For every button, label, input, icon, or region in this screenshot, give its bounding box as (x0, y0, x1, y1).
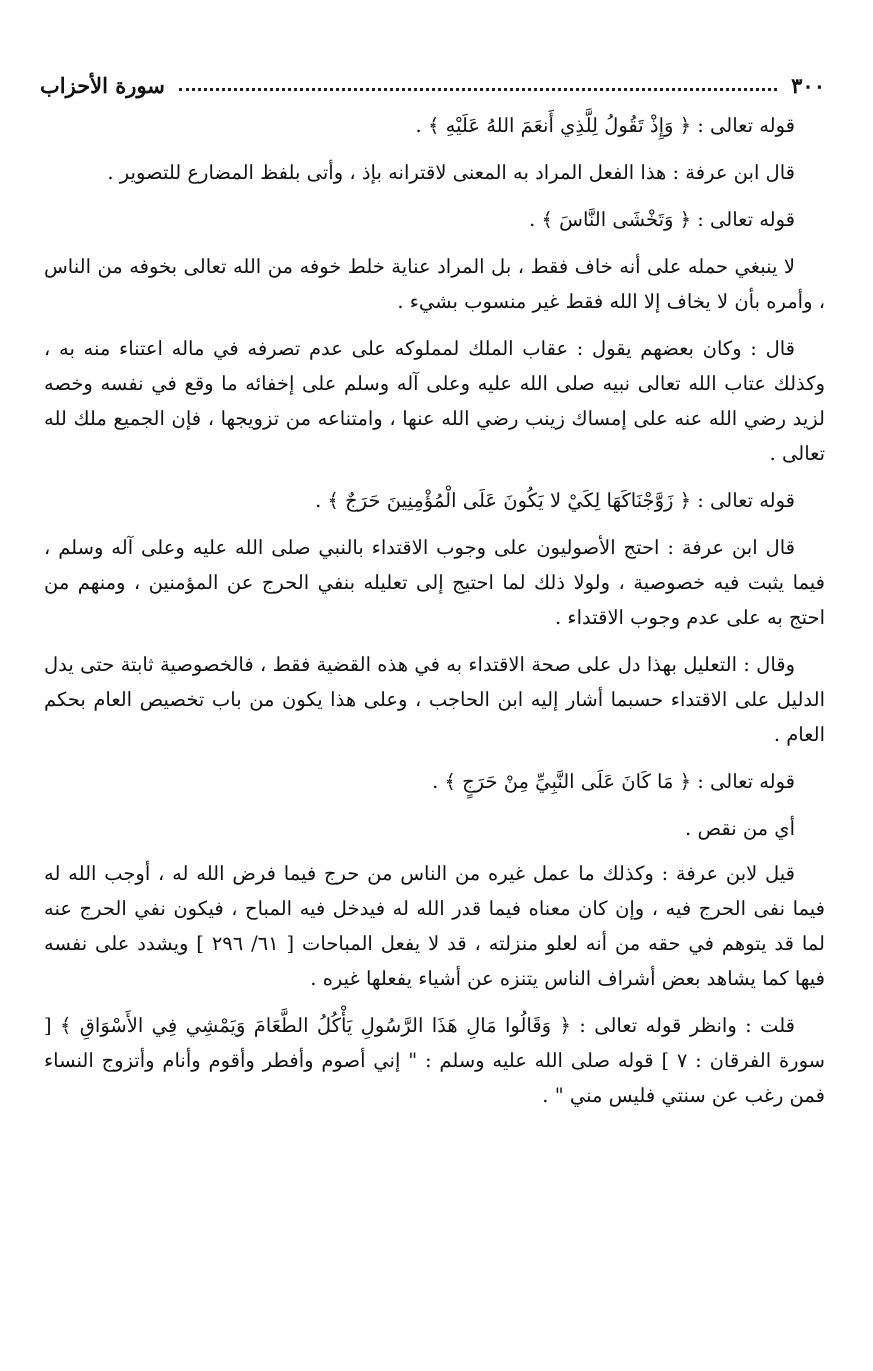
commentary-paragraph: قلت : وانظر قوله تعالى : ﴿ وَقَالُوا مَالِ هَذَا الرَّسُولِ يَأْكُلُ الطَّعَامَ وَيَمْشِي فِي الأَسْوَاقِ ﴾ [ سورة الفرقان : ٧ ] قوله صلى الله عليه وسلم : " إني أصوم وأفطر وأقوم وأنام وأتزوج النساء فمن رغب عن سنتي فليس مني " . (44, 1014, 825, 1107)
commentary-paragraph: لا ينبغي حمله على أنه خاف فقط ، بل المراد عناية خلط خوفه من الله تعالى بخوفه من الناس ، وأمره بأن لا يخاف إلا الله فقط غير منسوب بشيء . (44, 255, 825, 313)
verse-heading: قوله تعالى : ﴿ مَا كَانَ عَلَى النَّبِيِّ مِنْ حَرَجٍ ﴾ . (432, 770, 795, 793)
surah-title: سورة الأحزاب (40, 72, 165, 98)
page-header (40, 68, 825, 102)
verse-heading: قوله تعالى : ﴿ وَإِذْ تَقُولُ لِلَّذِي أَنعَمَ اللهُ عَلَيْهِ ﴾ . (415, 114, 795, 137)
header-dotted-rule (179, 88, 777, 91)
commentary-paragraph: قال ابن عرفة : هذا الفعل المراد به المعنى لاقترانه بإذ ، وأتى بلفظ المضارع للتصوير . (107, 161, 795, 184)
verse-heading: قوله تعالى : ﴿ وَتَخْشَى النَّاسَ ﴾ . (529, 208, 795, 231)
page-body (44, 108, 825, 1125)
commentary-paragraph: قال : وكان بعضهم يقول : عقاب الملك لمملوكه على عدم تصرفه في ماله اعتناء منه به ، وكذلك عتاب الله تعالى نبيه صلى الله عليه وعلى آله وسلم على إخفائه ما وقع في نفسه وخصه لزيد رضي الله عنه على إمساك زينب رضي الله عنها ، وامتناعه من تزويجها ، فإن الجميع ملك لله تعالى . (44, 337, 825, 465)
commentary-paragraph: وقال : التعليل بهذا دل على صحة الاقتداء به في هذه القضية فقط ، فالخصوصية ثابتة حتى يدل الدليل على الاقتداء حسبما أشار إليه ابن الحاجب ، وعلى هذا يكون من باب تخصيص العام بحكم العام . (44, 653, 825, 746)
page-number: ٣٠٠ (791, 72, 825, 98)
verse-heading: قوله تعالى : ﴿ زَوَّجْنَاكَهَا لِكَيْ لا يَكُونَ عَلَى الْمُؤْمِنِينَ حَرَجٌ ﴾ . (315, 489, 795, 512)
commentary-paragraph: قال ابن عرفة : احتج الأصوليون على وجوب الاقتداء بالنبي صلى الله عليه وعلى آله وسلم ، فيما يثبت فيه خصوصية ، ولولا ذلك لما احتيج إلى تعليله بنفي الحرج عن المؤمنين ، ومنهم من احتج به على عدم وجوب الاقتداء . (44, 536, 825, 629)
commentary-paragraph: أي من نقص . (685, 817, 795, 840)
commentary-paragraph: قيل لابن عرفة : وكذلك ما عمل غيره من الناس من حرج فيما فرض الله له ، أوجب الله له فيما نفى الحرج فيه ، وإن كان معناه فيما قدر الله له فيدخل فيه المباح ، فيكون نفي الحرج عنه لما قد يتوهم في حقه من أنه لعلو منزلته ، قد لا يفعل المباحات [ ٦١/ ٢٩٦ ] ويشدد على نفسه فيها كما يشاهد بعض أشراف الناس يتنزه عن أشياء يفعلها غيره . (44, 862, 825, 990)
